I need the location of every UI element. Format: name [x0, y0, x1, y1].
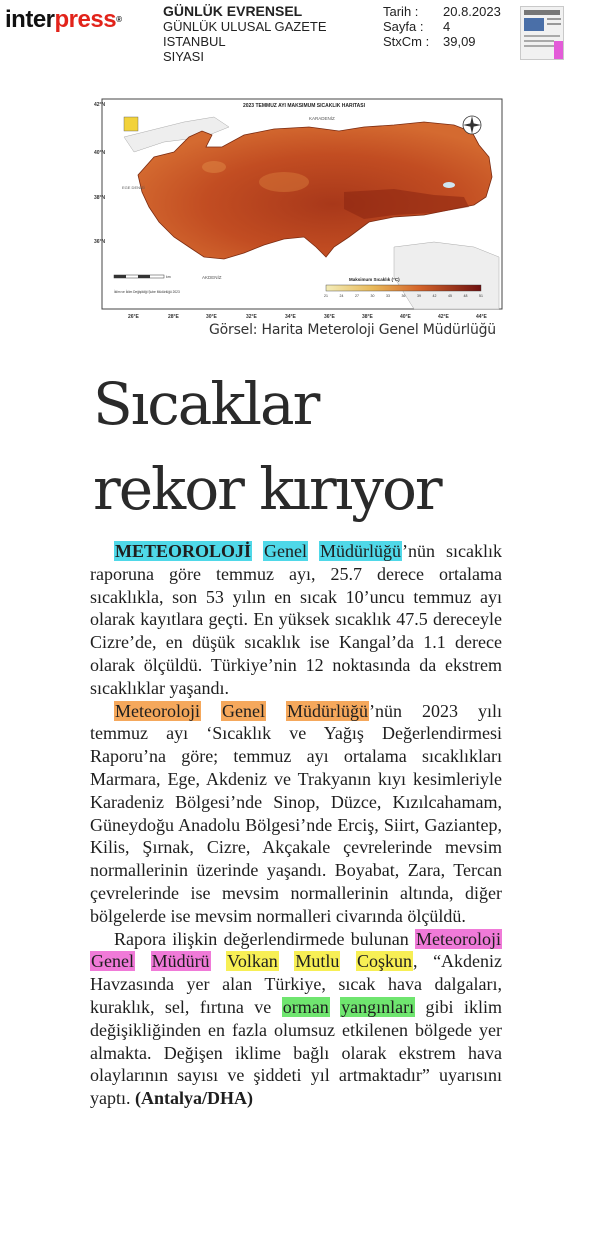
map-label-black-sea: KARADENİZ: [309, 116, 335, 121]
map-lat-42: 42°N: [94, 102, 106, 108]
highlight-keyword: Genel: [264, 541, 308, 561]
highlight-keyword: Coşkun: [356, 951, 412, 972]
map-title: 2023 TEMMUZ AYI MAKSIMUM SICAKLIK HARITASI: [242, 103, 366, 109]
publication-type: GÜNLÜK ULUSAL GAZETE: [163, 19, 327, 34]
thumbnail-highlight-marker: [554, 41, 563, 59]
headline: [93, 362, 533, 532]
highlight-keyword: yangınları: [341, 996, 415, 1017]
map-legend-tick: 36: [401, 294, 406, 298]
publication-name: GÜNLÜK EVRENSEL: [163, 3, 303, 19]
map-legend-tick: 51: [479, 294, 483, 298]
highlight-keyword: Meteoroloji: [416, 928, 502, 949]
map-lat-36: 36°N: [94, 239, 106, 245]
map-legend-tick: 24: [339, 294, 344, 298]
meta-stx-row: [383, 34, 513, 49]
map-legend-title: Maksimum Sıcaklık (°C): [349, 277, 400, 282]
page-thumbnail[interactable]: [520, 6, 564, 60]
logo-registered-mark: ®: [116, 15, 122, 24]
paragraph-text: Rapora ilişkin değerlendirmede bulunan: [114, 928, 409, 949]
map-legend-tick: 42: [432, 294, 437, 298]
map-lon-30: 30°E: [206, 314, 217, 320]
map-lat-38: 38°N: [94, 195, 106, 201]
map-legend-bar: [326, 285, 481, 291]
highlight-keyword: Müdürlüğü: [287, 700, 368, 721]
meta-page-value: 4: [443, 19, 451, 34]
map-legend-tick: 33: [386, 294, 390, 298]
headline-line-1: Sıcaklar: [93, 370, 319, 438]
map-label-mediterranean: AKDENİZ: [202, 275, 222, 280]
map-lon-26: 26°E: [128, 314, 139, 320]
interpress-logo: [5, 6, 121, 34]
map-lon-28: 28°E: [168, 314, 179, 320]
logo-text-main: inter: [5, 6, 55, 33]
map-lon-34: 34°E: [285, 314, 296, 320]
highlight-keyword: Genel: [91, 951, 134, 972]
logo-text-accent: press: [54, 6, 117, 33]
article-paragraph-2: [90, 700, 502, 928]
map-label-aegean: EGE DENİZİ: [122, 185, 145, 190]
article-body: [90, 540, 502, 1110]
meta-date-label: Tarih :: [383, 4, 419, 19]
map-legend-tick: 48: [463, 294, 468, 298]
map-lon-40: 40°E: [400, 314, 411, 320]
map-legend-tick: 30: [370, 294, 375, 298]
map-legend-tick: 39: [417, 294, 421, 298]
meta-page-label: Sayfa :: [383, 19, 424, 34]
map-lon-44: 44°E: [476, 314, 487, 320]
paragraph-text: gibi iklim değişikliğinden en fazla olumsuz etkilenen bölgede yer almakta. Değişen iklime bağlı olarak ekstrem hava olaylarının sayısı ve şiddeti yıl artmaktadır” uyarısını yaptı.: [90, 996, 502, 1109]
highlight-keyword: Genel: [222, 700, 265, 721]
meta-stx-label: StxCm :: [383, 34, 430, 49]
headline-line-2: rekor kırıyor: [93, 455, 441, 523]
map-legend-tick: 27: [355, 294, 359, 298]
highlight-keyword: Volkan: [227, 951, 278, 972]
paragraph-text: ’nün 2023 yılı temmuz ayı ‘Sıcaklık ve Yağış Değerlendirmesi Raporu’na göre; temmuz ayı ortalama sıcaklıkları Marmara, Ege, Akdeniz ve Trakyanın kıyı kesimleriyle Karadeniz Bölgesi’nde Sinop, Düzce, Kızılcahamam, Güneydoğu Anadolu Bölgesi’nde Erciş, Siirt, Gaziantep, Kilis, Şırnak, Cizre, Akçakale çevrelerinde mevsim normallerinin üzerinde yaşandı. Boyabat, Zara, Tercan çevrelerinde ise mevsim normallerinin altında, diğer bölgelerde ise mevsim normalleri civarında ölçüldü.: [90, 700, 503, 926]
paragraph-text: ’nün sıcaklık raporuna göre temmuz ayı, 25.7 derece ortalama sıcaklıkla, son 53 yılın en sıcak 10’uncu temmuz ayı olarak kayıtlara geçti. En yüksek sıcaklık 47.5 dereceyle Cizre’de, en düşük sıcaklık ise Kangal’da 1.1 derece olarak ölçüldü. Türkiye’nin 12 noktasında da ekstrem sıcaklıklar yaşandı.: [90, 541, 502, 698]
highlight-keyword: Meteoroloji: [115, 700, 200, 721]
article-source: (Antalya/DHA): [135, 1088, 253, 1109]
paragraph-text: , “Akdeniz Havzasında yer alan Türkiye, sıcak hava dalgaları, kuraklık, sel, fırtına ve: [90, 951, 503, 1017]
map-lat-40: 40°N: [94, 150, 106, 156]
meta-page-row: [383, 19, 513, 34]
publication-info: [163, 4, 327, 64]
map-legend-tick: 21: [324, 294, 328, 298]
map-lon-38: 38°E: [362, 314, 373, 320]
highlight-keyword: METEOROLOJİ: [115, 541, 252, 561]
image-credit: Görsel: Harita Meteroloji Genel Müdürlüğü: [209, 322, 496, 338]
map-lon-32: 32°E: [246, 314, 257, 320]
clipping-meta: [383, 4, 513, 49]
article-paragraph-3: [90, 928, 502, 1110]
meta-date-row: [383, 4, 513, 19]
map-scale-label: km: [166, 275, 171, 279]
article-paragraph-1: [90, 540, 502, 700]
meta-date-value: 20.8.2023: [443, 4, 501, 19]
meta-stx-value: 39,09: [443, 34, 476, 49]
map-legend-tick: 45: [448, 294, 452, 298]
publication-city: ISTANBUL: [163, 34, 226, 49]
map-footer-note: İklim ve İklim Değişikliği Şube Müdürlüğü 2023: [114, 290, 180, 294]
highlight-keyword: Mutlu: [295, 951, 340, 972]
highlight-keyword: Müdürü: [151, 951, 210, 972]
highlight-keyword: Müdürlüğü: [320, 541, 402, 561]
publication-section: SIYASI: [163, 49, 204, 64]
highlight-keyword: orman: [282, 996, 329, 1017]
temperature-map: [94, 97, 504, 322]
map-lon-42: 42°E: [438, 314, 449, 320]
map-lon-36: 36°E: [324, 314, 335, 320]
